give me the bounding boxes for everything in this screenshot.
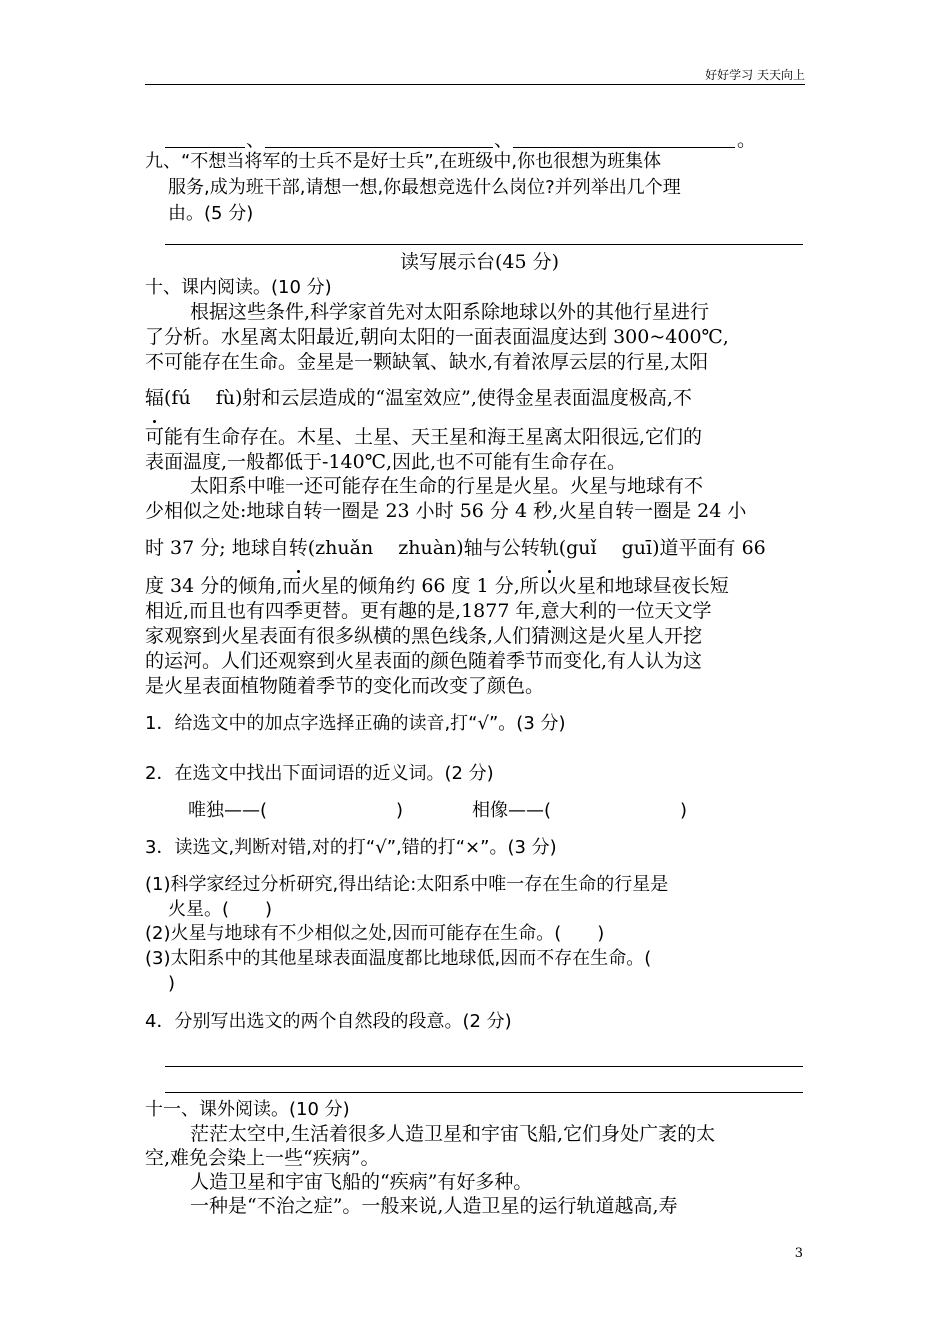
- blank-separator-1: 、: [246, 129, 266, 151]
- q10-p1-line-1: 根据这些条件,科学家首先对太阳系除地球以外的其他行星进行: [190, 301, 710, 323]
- q11-line-2: 空,难免会染上一些“疾病”。: [145, 1147, 380, 1169]
- q11-line-3: 人造卫星和宇宙飞船的“疾病”有好多种。: [190, 1171, 533, 1193]
- q11-line-1: 茫茫太空中,生活着很多人造卫星和宇宙飞船,它们身处广袤的太: [190, 1123, 716, 1145]
- synonym-item-2: 相像——(: [472, 800, 552, 821]
- pinyin-option[interactable]: (zhuǎn zhuàn): [307, 537, 464, 559]
- q10-p2-line-6: 家观察到火星表面有很多纵横的黑色线条,人们猜测这是火星人开挖: [145, 625, 703, 647]
- header-divider: [145, 84, 805, 85]
- blank-end: 。: [737, 129, 757, 151]
- q10-p2-line-1: 太阳系中唯一还可能存在生命的行星是火星。火星与地球有不: [190, 475, 704, 497]
- q11-line-4: 一种是“不治之症”。一般来说,人造卫星的运行轨道越高,寿: [190, 1195, 678, 1217]
- q10-p2-line-2: 少相似之处:地球自转一圈是 23 小时 56 分 4 秒,火星自转一圈是 24 小: [145, 500, 747, 522]
- q11-title: 十一、课外阅读。(10 分): [145, 1099, 350, 1120]
- q10-p2-line-3: 时 37 分; 地球自转(zhuǎn zhuàn)轴与公转轨(guǐ guī)道平面有 66: [145, 537, 766, 559]
- q10-p2-line-7: 的运河。人们还观察到火星表面的颜色随着季节而变化,有人认为这: [145, 650, 703, 672]
- dotted-char: 辐: [145, 387, 165, 409]
- answer-line-1[interactable]: [165, 1066, 803, 1067]
- q10-p1-line-5: 可能有生命存在。木星、土星、天王星和海王星离太阳很远,它们的: [145, 426, 703, 448]
- q10-p1-line-2: 了分析。水星离太阳最近,朝向太阳的一面表面温度达到 300~400℃,: [145, 326, 729, 348]
- judge-item-3[interactable]: (3)太阳系中的其他星球表面温度都比地球低,因而不存在生命。(: [145, 948, 652, 969]
- q10-sub-4: 4．分别写出选文的两个自然段的段意。(2 分): [145, 1011, 512, 1032]
- synonym-close-1[interactable]: ): [396, 800, 404, 821]
- q9-answer-line: [165, 244, 803, 245]
- q9-line-1: 九、“不想当将军的士兵不是好士兵”,在班级中,你也很想为班集体: [145, 151, 662, 172]
- page-number: 3: [794, 1246, 803, 1261]
- answer-line-2[interactable]: [165, 1092, 803, 1093]
- q10-sub-2: 2．在选文中找出下面词语的近义词。(2 分): [145, 763, 494, 784]
- pinyin-option[interactable]: (guǐ guī): [558, 537, 660, 559]
- synonym-item-1: 唯独——(: [188, 800, 268, 821]
- q10-p2-line-4: 度 34 分的倾角,而火星的倾角约 66 度 1 分,所以火星和地球昼夜长短: [145, 575, 729, 597]
- blank-line-2: [265, 147, 493, 148]
- q10-p1-line-3: 不可能存在生命。金星是一颗缺氧、缺水,有着浓厚云层的行星,太阳: [145, 351, 709, 373]
- dotted-char: 轨: [539, 537, 559, 559]
- judge-item-2[interactable]: (2)火星与地球有不少相似之处,因而可能存在生命。( ): [145, 923, 605, 944]
- q10-p1-line-6: 表面温度,一般都低于-140℃,因此,也不可能有生命存在。: [145, 451, 627, 473]
- section-title: 读写展示台(45 分): [400, 251, 560, 273]
- q10-sub-1: 1．给选文中的加点字选择正确的读音,打“√”。(3 分): [145, 713, 566, 734]
- q10-p1-line-4: 辐(fú fù)射和云层造成的“温室效应”,使得金星表面温度极高,不: [145, 387, 692, 409]
- q9-line-3: 由。(5 分): [168, 203, 254, 224]
- dotted-char: 转: [288, 537, 308, 559]
- judge-item-1: (1)科学家经过分析研究,得出结论:太阳系中唯一存在生命的行星是: [145, 874, 669, 895]
- q10-title: 十、课内阅读。(10 分): [145, 277, 332, 298]
- q9-line-2: 服务,成为班干部,请想一想,你最想竞选什么岗位?并列举出几个理: [168, 177, 681, 198]
- header-text: 好好学习 天天向上: [705, 68, 805, 82]
- q10-p2-line-8: 是火星表面植物随着季节的变化而改变了颜色。: [145, 675, 545, 697]
- blank-line-1: [165, 147, 245, 148]
- blank-line-3: [513, 147, 735, 148]
- judge-item-1-cont[interactable]: 火星。( ): [168, 899, 273, 920]
- synonym-close-2[interactable]: ): [680, 800, 688, 821]
- pinyin-option[interactable]: (fú fù): [164, 387, 243, 409]
- q10-sub-3: 3．读选文,判断对错,对的打“√”,错的打“×”。(3 分): [145, 837, 557, 858]
- q10-p2-line-5: 相近,而且也有四季更替。更有趣的是,1877 年,意大利的一位天文学: [145, 600, 712, 622]
- judge-item-3-cont[interactable]: ): [168, 973, 176, 994]
- blank-separator-2: 、: [494, 129, 514, 151]
